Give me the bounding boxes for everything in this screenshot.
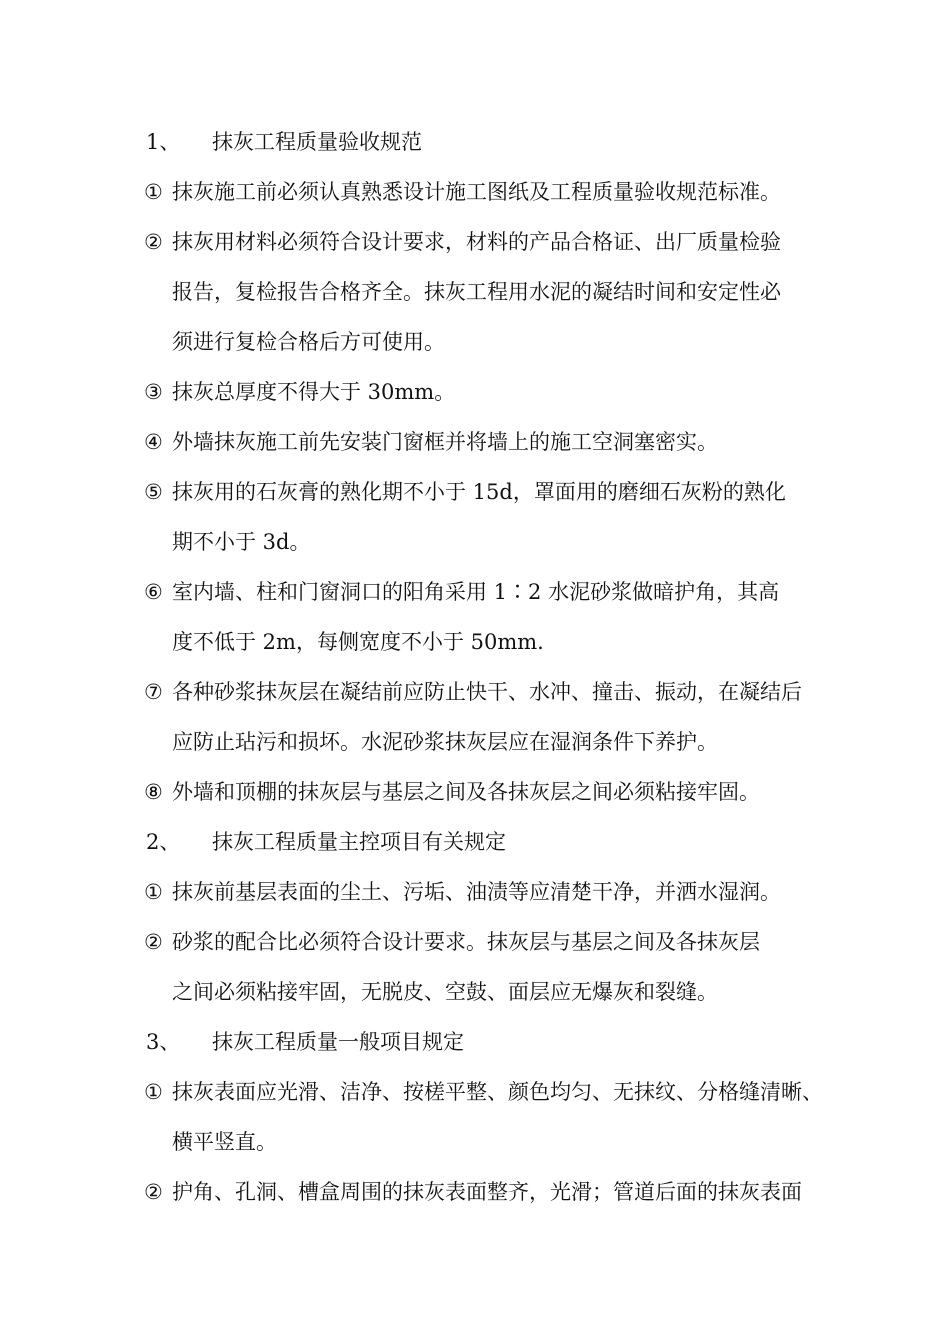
item-marker: ④ (144, 430, 163, 454)
item-marker: ③ (144, 380, 163, 404)
section-title: 抹灰工程质量验收规范 (212, 130, 422, 154)
item-marker: ① (144, 180, 163, 204)
item-text: 度不低于 2m，每侧宽度不小于 50mm. (172, 630, 544, 654)
item-marker: ② (144, 230, 163, 254)
item-text: 之间必须粘接牢固，无脱皮、空鼓、面层应无爆灰和裂缝。 (172, 980, 718, 1004)
section-number: 2、 (146, 830, 181, 854)
section-number: 3、 (146, 1030, 181, 1054)
item-marker: ⑧ (144, 780, 163, 804)
item-text: 报告，复检报告合格齐全。抹灰工程用水泥的凝结时间和安定性必 (172, 280, 781, 304)
item-text: 抹灰用的石灰膏的熟化期不小于 15d，罩面用的磨细石灰粉的熟化 (172, 480, 786, 504)
item-text: 抹灰用材料必须符合设计要求，材料的产品合格证、出厂质量检验 (172, 230, 781, 254)
item-marker: ① (144, 1080, 163, 1104)
item-text: 须进行复检合格后方可使用。 (172, 330, 445, 354)
item-marker: ⑤ (144, 480, 163, 504)
item-text: 期不小于 3d。 (172, 530, 311, 554)
item-text: 抹灰总厚度不得大于 30mm。 (172, 380, 456, 404)
item-marker: ⑦ (144, 680, 163, 704)
item-text: 抹灰前基层表面的尘土、污垢、油渍等应清楚干净，并洒水湿润。 (172, 880, 781, 904)
section-title: 抹灰工程质量一般项目规定 (212, 1030, 464, 1054)
item-text: 抹灰表面应光滑、洁净、按槎平整、颜色均匀、无抹纹、分格缝清晰、 (172, 1080, 823, 1104)
item-text: 砂浆的配合比必须符合设计要求。抹灰层与基层之间及各抹灰层 (172, 930, 760, 954)
item-marker: ① (144, 880, 163, 904)
item-marker: ② (144, 930, 163, 954)
item-text: 护角、孔洞、槽盒周围的抹灰表面整齐，光滑；管道后面的抹灰表面 (172, 1180, 802, 1204)
item-text: 外墙抹灰施工前先安装门窗框并将墙上的施工空洞塞密实。 (172, 430, 718, 454)
item-marker: ② (144, 1180, 163, 1204)
item-text: 横平竖直。 (172, 1130, 277, 1154)
item-text: 室内墙、柱和门窗洞口的阳角采用 1∶2 水泥砂浆做暗护角，其高 (172, 580, 780, 604)
section-title: 抹灰工程质量主控项目有关规定 (212, 830, 506, 854)
item-text: 应防止玷污和损坏。水泥砂浆抹灰层应在湿润条件下养护。 (172, 730, 718, 754)
item-text: 外墙和顶棚的抹灰层与基层之间及各抹灰层之间必须粘接牢固。 (172, 780, 760, 804)
item-text: 抹灰施工前必须认真熟悉设计施工图纸及工程质量验收规范标准。 (172, 180, 781, 204)
section-number: 1、 (146, 130, 181, 154)
item-marker: ⑥ (144, 580, 163, 604)
item-text: 各种砂浆抹灰层在凝结前应防止快干、水冲、撞击、振动，在凝结后 (172, 680, 802, 704)
